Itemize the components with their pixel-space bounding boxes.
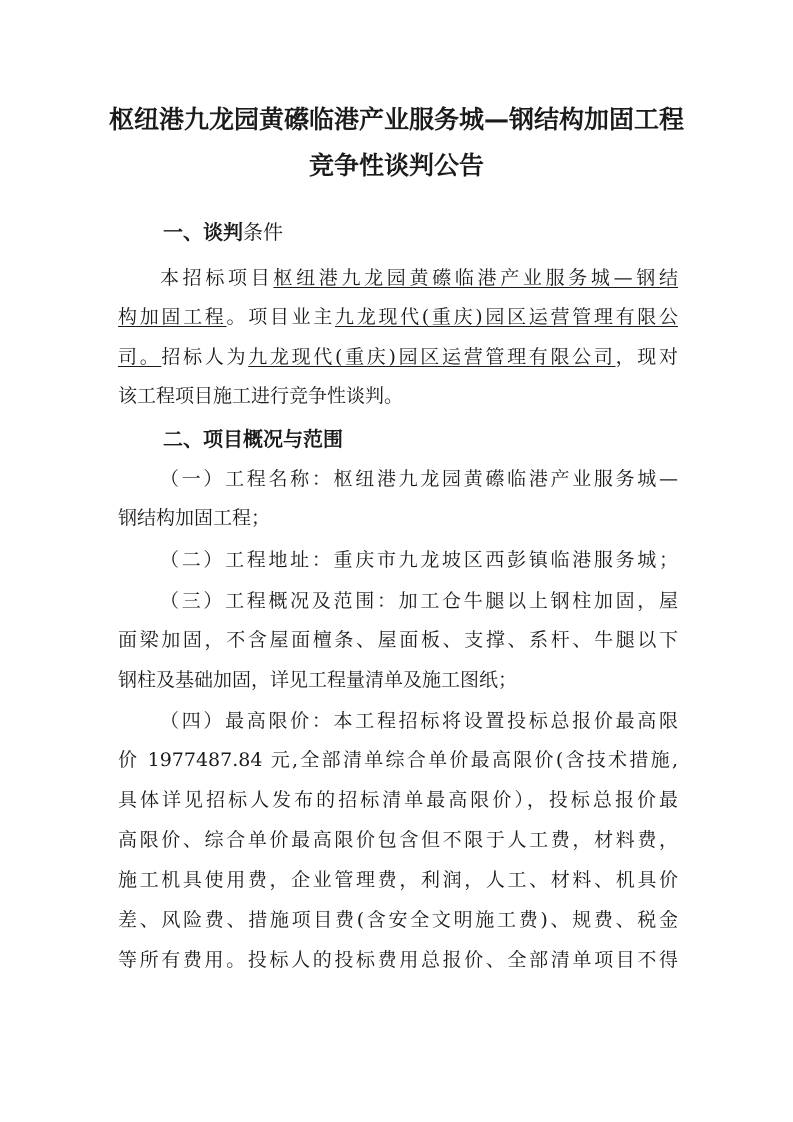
document-title-line2: 竞争性谈判公告 <box>308 151 484 180</box>
document-title-line1: 枢纽港九龙园黄礤临港产业服务城—钢结构加固工程 <box>108 105 684 134</box>
item4-line7: 等所有费用。投标人的投标费用总报价、全部清单项目不得 <box>118 949 678 971</box>
item4-line4: 高限价、综合单价最高限价包含但不限于人工费，材料费， <box>118 829 678 851</box>
item3-line2: 面梁加固，不含屋面檀条、屋面板、支撑、系杆、牛腿以下 <box>118 629 678 651</box>
text-run: ，现对 <box>615 346 678 368</box>
section1-heading-bold: 一、谈判 <box>163 220 243 244</box>
item4-line1: （四）最高限价：本工程招标将设置投标总报价最高限 <box>160 710 678 732</box>
item2-line1: （二）工程地址：重庆市九龙坡区西彭镇临港服务城； <box>160 549 678 571</box>
text-run: 本招标项目 <box>160 267 274 289</box>
section2-heading <box>163 423 343 452</box>
section2-heading-text: 二、项目概况与范围 <box>163 427 343 451</box>
section1-para-line4: 该工程项目施工进行竞争性谈判。 <box>118 385 404 407</box>
section1-para-line3 <box>118 342 678 369</box>
project-name-underlined: 枢纽港九龙园黄礤临港产业服务城—钢结 <box>273 267 678 289</box>
text-run: 招标人为 <box>161 346 249 368</box>
item4-line6: 差、风险费、措施项目费(含安全文明施工费)、规费、税金 <box>118 909 678 931</box>
section1-heading-rest: 条件 <box>243 220 283 244</box>
section1-para-line2 <box>118 302 678 329</box>
section1-heading <box>163 216 283 245</box>
item1-line1: （一）工程名称：枢纽港九龙园黄礤临港产业服务城— <box>160 468 678 490</box>
project-name-underlined-cont: 构加固工程 <box>118 306 227 328</box>
item4-line2: 价 1977487.84 元,全部清单综合单价最高限价(含技术措施, <box>118 749 678 771</box>
item4-line5: 施工机具使用费，企业管理费，利润，人工、材料、机具价 <box>118 869 678 891</box>
item4-line3: 具体详见招标人发布的招标清单最高限价），投标总报价最 <box>118 789 678 811</box>
item3-line1: （三）工程概况及范围：加工仓牛腿以上钢柱加固，屋 <box>160 590 678 612</box>
item1-line2: 钢结构加固工程； <box>118 507 271 529</box>
owner-name-underlined: 九龙现代(重庆)园区运营管理有限公 <box>335 306 678 328</box>
item3-line3: 钢柱及基础加固，详见工程量清单及施工图纸； <box>118 669 518 691</box>
text-run: 。项目业主 <box>226 306 335 328</box>
owner-name-underlined-cont: 司。 <box>118 346 162 368</box>
tenderer-name-underlined: 九龙现代(重庆)园区运营管理有限公司 <box>248 346 616 368</box>
section1-para-line1 <box>160 263 678 290</box>
